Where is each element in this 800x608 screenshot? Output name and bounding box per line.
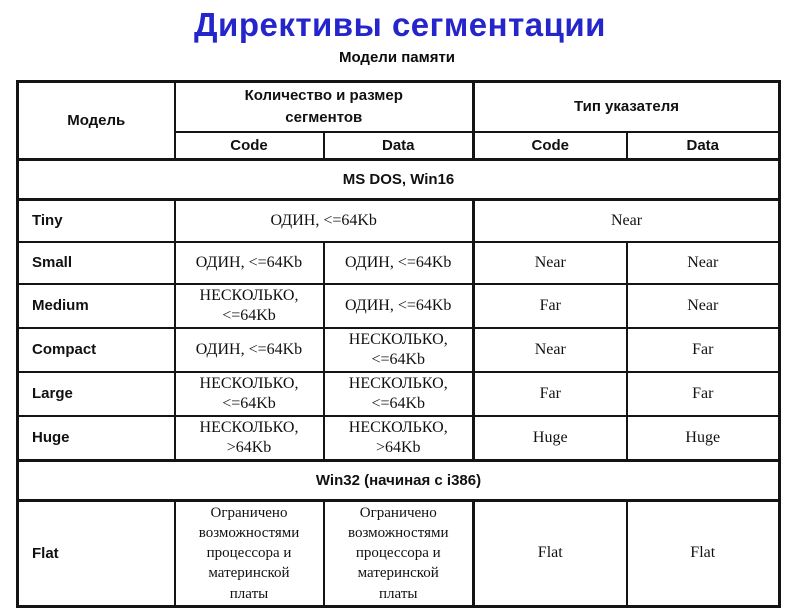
cell-small-segments-data: ОДИН, <=64Kb (324, 242, 474, 284)
cell-flat-segments-data-text: Ограничено возможностями процессора и материнской платы (347, 504, 449, 602)
cell-huge-pointer-data: Huge (627, 416, 780, 461)
cell-medium-pointer-data: Near (627, 284, 780, 328)
cell-flat-pointer-code: Flat (474, 500, 627, 606)
cell-large-pointer-code: Far (474, 372, 627, 416)
model-label-tiny: Tiny (18, 200, 175, 242)
table-row-tiny (18, 200, 780, 242)
cell-compact-segments-data-text: НЕСКОЛЬКО, <=64Kb (348, 330, 448, 368)
header-model: Модель (18, 82, 175, 160)
header-segments-code: Code (175, 132, 324, 160)
table-row-flat (18, 500, 780, 606)
cell-huge-segments-data (324, 416, 474, 461)
section-title-msdos-win16: MS DOS, Win16 (18, 160, 780, 200)
table-row-compact (18, 328, 780, 372)
table-row-medium (18, 284, 780, 328)
table-row-huge (18, 416, 780, 461)
cell-large-segments-code-text: НЕСКОЛЬКО, <=64Kb (199, 374, 299, 412)
cell-large-segments-code (175, 372, 324, 416)
cell-huge-segments-code (175, 416, 324, 461)
cell-medium-segments-code (175, 284, 324, 328)
model-label-large: Large (18, 372, 175, 416)
cell-large-segments-data (324, 372, 474, 416)
cell-huge-pointer-code: Huge (474, 416, 627, 461)
cell-small-pointer-data: Near (627, 242, 780, 284)
model-label-huge: Huge (18, 416, 175, 461)
cell-medium-pointer-code: Far (474, 284, 627, 328)
header-pointer-data: Data (627, 132, 780, 160)
section-title-win32: Win32 (начиная с i386) (18, 460, 780, 500)
model-label-small: Small (18, 242, 175, 284)
table-caption: Модели памяти (338, 49, 456, 66)
header-row-groups (18, 82, 780, 132)
cell-compact-segments-code: ОДИН, <=64Kb (175, 328, 324, 372)
cell-large-pointer-data: Far (627, 372, 780, 416)
model-label-medium: Medium (18, 284, 175, 328)
page-title: Директивы сегментации (194, 6, 606, 43)
header-pointer-group: Тип указателя (474, 82, 780, 132)
cell-small-segments-code: ОДИН, <=64Kb (175, 242, 324, 284)
section-row-win32 (18, 460, 780, 500)
cell-medium-segments-data: ОДИН, <=64Kb (324, 284, 474, 328)
cell-compact-pointer-data: Far (627, 328, 780, 372)
cell-compact-pointer-code: Near (474, 328, 627, 372)
cell-medium-segments-code-text: НЕСКОЛЬКО, <=64Kb (199, 286, 299, 324)
cell-flat-segments-data (324, 500, 474, 606)
header-segments-group-label: Количество и размер сегментов (244, 87, 403, 126)
cell-flat-segments-code-text: Ограничено возможностями процессора и материнской платы (198, 504, 300, 602)
cell-tiny-segments: ОДИН, <=64Kb (175, 200, 474, 242)
cell-flat-segments-code (175, 500, 324, 606)
cell-tiny-pointer: Near (474, 200, 780, 242)
section-row-msdos-win16 (18, 160, 780, 200)
model-label-flat: Flat (18, 500, 175, 606)
table-row-large (18, 372, 780, 416)
cell-compact-segments-data (324, 328, 474, 372)
memory-models-table (16, 80, 781, 608)
table-row-small (18, 242, 780, 284)
header-segments-data: Data (324, 132, 474, 160)
cell-huge-segments-code-text: НЕСКОЛЬКО, >64Kb (199, 418, 299, 456)
cell-flat-pointer-data: Flat (627, 500, 780, 606)
cell-huge-segments-data-text: НЕСКОЛЬКО, >64Kb (348, 418, 448, 456)
header-segments-group (175, 82, 474, 132)
cell-large-segments-data-text: НЕСКОЛЬКО, <=64Kb (348, 374, 448, 412)
model-label-compact: Compact (18, 328, 175, 372)
cell-small-pointer-code: Near (474, 242, 627, 284)
header-pointer-code: Code (474, 132, 627, 160)
